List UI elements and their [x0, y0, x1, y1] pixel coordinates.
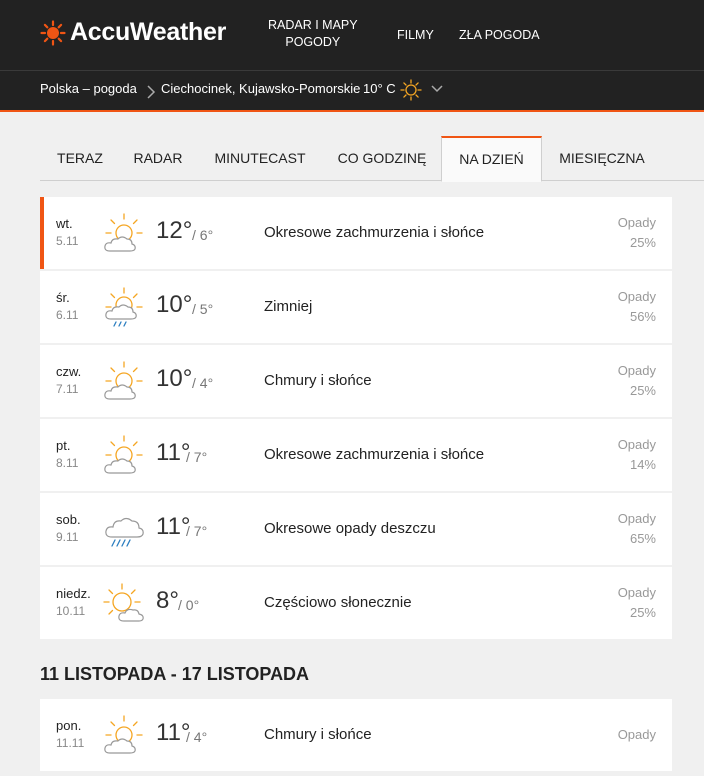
tab-now[interactable]: TERAZ	[57, 150, 103, 166]
high-temp: 11°	[156, 719, 191, 746]
partly-sunny-icon	[102, 359, 146, 403]
weather-phrase: Okresowe zachmurzenia i słońce	[264, 224, 485, 241]
top-nav-bar	[0, 0, 704, 70]
day-date: 8.11	[56, 456, 79, 470]
high-temp: 11°	[156, 439, 191, 466]
high-temp: 8°	[156, 587, 179, 614]
location-bar	[0, 70, 704, 110]
nav-bad-weather[interactable]: ZŁA POGODA	[459, 28, 540, 42]
low-temp: / 6°	[192, 227, 214, 243]
weather-phrase: Okresowe opady deszczu	[264, 520, 436, 537]
precip-label: Opady	[617, 289, 656, 304]
low-temp: / 5°	[192, 301, 214, 317]
precip-value: 25%	[629, 383, 656, 398]
forecast-day-row[interactable]	[40, 197, 672, 269]
precip-label: Opady	[617, 585, 656, 600]
partly-sunny-icon	[102, 713, 146, 757]
weather-phrase: Chmury i słońce	[264, 372, 372, 389]
tab-minutecast[interactable]: MINUTECAST	[214, 150, 306, 166]
day-date: 9.11	[56, 530, 79, 544]
day-of-week: niedz.	[56, 586, 91, 601]
nav-films[interactable]: FILMY	[397, 28, 434, 42]
day-date: 10.11	[56, 604, 86, 618]
nav-radar-maps-line2: POGODY	[285, 35, 341, 49]
high-temp: 11°	[156, 513, 191, 540]
precip-label: Opady	[617, 727, 656, 742]
accuweather-logo[interactable]	[40, 18, 226, 47]
forecast-day-row[interactable]	[40, 419, 672, 491]
precip-value: 25%	[629, 235, 656, 250]
low-temp: / 0°	[178, 597, 200, 613]
day-of-week: pon.	[56, 718, 82, 733]
precip-label: Opady	[617, 215, 656, 230]
tab-daily[interactable]: NA DZIEŃ	[441, 136, 542, 182]
precip-value: 14%	[629, 457, 656, 472]
low-temp: / 4°	[192, 375, 214, 391]
chevron-down-icon[interactable]	[431, 82, 443, 94]
weather-phrase: Okresowe zachmurzenia i słońce	[264, 446, 485, 463]
tab-monthly[interactable]: MIESIĘCZNA	[559, 150, 645, 166]
high-temp: 10°	[156, 365, 193, 392]
partly-sunny-icon	[102, 433, 146, 477]
precip-value: 25%	[629, 605, 656, 620]
day-of-week: czw.	[56, 364, 82, 379]
day-of-week: śr.	[56, 290, 70, 305]
nav-radar-maps-line1: RADAR I MAPY	[268, 18, 358, 32]
nav-radar-maps[interactable]	[268, 17, 358, 51]
day-date: 7.11	[56, 382, 79, 396]
weather-phrase: Chmury i słońce	[264, 726, 372, 743]
weather-phrase: Zimniej	[264, 298, 313, 315]
chevron-right-icon	[146, 85, 156, 99]
forecast-day-row[interactable]	[40, 567, 672, 639]
current-temp: 10° C	[363, 81, 396, 96]
logo-sun-icon	[40, 20, 66, 46]
precip-label: Opady	[617, 437, 656, 452]
forecast-tabs	[40, 136, 704, 181]
partly-sunny-icon	[102, 211, 146, 255]
day-date: 11.11	[56, 736, 85, 750]
forecast-day-row[interactable]	[40, 271, 672, 343]
breadcrumb-country[interactable]: Polska – pogoda	[40, 81, 137, 96]
sun-icon	[400, 79, 422, 101]
weather-phrase: Częściowo słonecznie	[264, 594, 412, 611]
precip-label: Opady	[617, 363, 656, 378]
low-temp: / 4°	[186, 729, 208, 745]
day-of-week: pt.	[56, 438, 71, 453]
tab-hourly[interactable]: CO GODZINĘ	[337, 150, 427, 166]
rain-cloud-icon	[102, 507, 146, 551]
high-temp: 12°	[156, 217, 193, 244]
logo-text: AccuWeather	[70, 18, 227, 46]
low-temp: / 7°	[186, 449, 208, 465]
high-temp: 10°	[156, 291, 193, 318]
tab-radar[interactable]: RADAR	[133, 150, 183, 166]
forecast-day-row[interactable]	[40, 699, 672, 771]
forecast-day-row[interactable]	[40, 345, 672, 417]
day-of-week: wt.	[56, 216, 73, 231]
breadcrumb-city[interactable]: Ciechocinek, Kujawsko-Pomorskie	[161, 81, 361, 96]
precip-label: Opady	[617, 511, 656, 526]
forecast-day-row[interactable]	[40, 493, 672, 565]
day-date: 5.11	[56, 234, 79, 248]
day-date: 6.11	[56, 308, 79, 322]
week-section-title: 11 LISTOPADA - 17 LISTOPADA	[40, 664, 310, 684]
header-accent-line	[0, 110, 704, 112]
precip-value: 65%	[629, 531, 656, 546]
low-temp: / 7°	[186, 523, 208, 539]
mostly-sunny-icon	[102, 581, 146, 625]
sun-rain-icon	[102, 285, 146, 329]
day-of-week: sob.	[56, 512, 81, 527]
precip-value: 56%	[629, 309, 656, 324]
